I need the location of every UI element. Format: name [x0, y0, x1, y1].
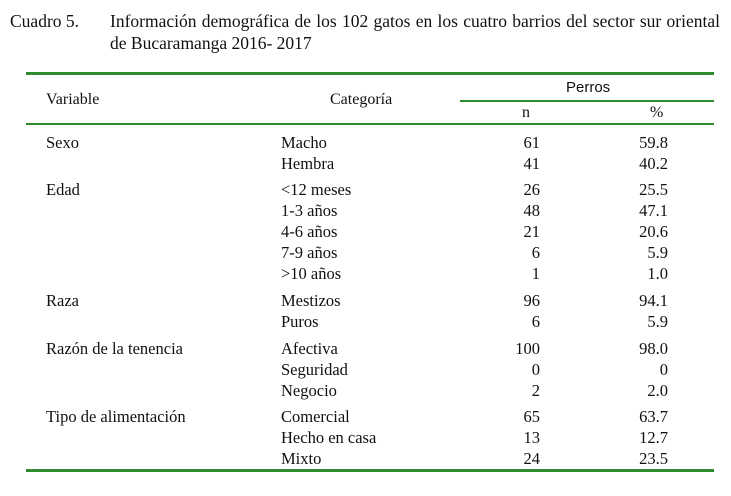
cell-n: 26 — [523, 180, 540, 199]
cell-percent: 12.7 — [639, 428, 668, 447]
cell-variable: Sexo — [46, 133, 79, 152]
cell-n: 96 — [523, 291, 540, 310]
header-perros: Perros — [566, 79, 611, 96]
cell-percent: 94.1 — [639, 291, 668, 310]
cell-categoria: Puros — [281, 312, 319, 331]
header-n: n — [522, 104, 530, 121]
table-row — [0, 381, 731, 402]
table-row — [0, 312, 731, 333]
cell-percent: 20.6 — [639, 222, 668, 241]
cell-categoria: Negocio — [281, 381, 337, 400]
cell-categoria: Mixto — [281, 449, 322, 468]
cell-categoria: Seguridad — [281, 360, 348, 379]
table-row — [0, 222, 731, 243]
cell-n: 48 — [523, 201, 540, 220]
table-row — [0, 360, 731, 381]
cell-percent: 25.5 — [639, 180, 668, 199]
cell-n: 0 — [531, 360, 540, 379]
cell-variable: Raza — [46, 291, 79, 310]
cell-categoria: 1-3 años — [281, 201, 338, 220]
cell-percent: 5.9 — [647, 312, 668, 331]
caption-label: Cuadro 5. — [10, 11, 80, 31]
cell-categoria: Afectiva — [281, 339, 338, 358]
table-row — [0, 407, 731, 428]
cell-n: 6 — [531, 312, 540, 331]
cell-percent: 40.2 — [639, 154, 668, 173]
cell-percent: 1.0 — [647, 264, 668, 283]
cell-n: 1 — [531, 264, 540, 283]
cell-n: 6 — [531, 243, 540, 262]
cell-n: 100 — [515, 339, 540, 358]
cell-n: 61 — [523, 133, 540, 152]
cell-categoria: 7-9 años — [281, 243, 338, 262]
table-row — [0, 201, 731, 222]
table-row — [0, 154, 731, 175]
cell-categoria: 4-6 años — [281, 222, 338, 241]
cell-n: 2 — [531, 381, 540, 400]
cell-categoria: >10 años — [281, 264, 342, 283]
header-percent: % — [650, 104, 664, 121]
table-row — [0, 264, 731, 285]
table-row — [0, 291, 731, 312]
cell-categoria: Hembra — [281, 154, 335, 173]
cell-variable: Razón de la tenencia — [46, 339, 183, 358]
table-row — [0, 133, 731, 154]
table-row — [0, 180, 731, 201]
cell-variable: Edad — [46, 180, 80, 199]
header-categoria: Categoría — [330, 91, 393, 108]
cell-n: 65 — [523, 407, 540, 426]
caption-text: Información demográfica de los 102 gatos en los cuatro barrios del sector sur oriental de Bucaramanga 2016- 2017 — [110, 11, 720, 53]
cell-n: 41 — [523, 154, 540, 173]
cell-categoria: Hecho en casa — [281, 428, 377, 447]
cell-variable: Tipo de alimentación — [46, 407, 186, 426]
table-row — [0, 339, 731, 360]
top-rule — [26, 72, 714, 75]
cell-percent: 2.0 — [647, 381, 668, 400]
cell-n: 13 — [523, 428, 540, 447]
header-variable: Variable — [46, 91, 100, 108]
cell-percent: 63.7 — [639, 407, 668, 426]
table-row — [0, 428, 731, 449]
cell-percent: 23.5 — [639, 449, 668, 468]
table-row — [0, 449, 731, 470]
table-row — [0, 243, 731, 264]
cell-percent: 5.9 — [647, 243, 668, 262]
header-rule — [26, 123, 714, 125]
cell-percent: 98.0 — [639, 339, 668, 358]
cell-categoria: Mestizos — [281, 291, 341, 310]
cell-percent: 47.1 — [639, 201, 668, 220]
cell-n: 24 — [523, 449, 540, 468]
cell-percent: 59.8 — [639, 133, 668, 152]
cell-percent: 0 — [659, 360, 668, 379]
cell-categoria: <12 meses — [281, 180, 352, 199]
cell-n: 21 — [523, 222, 540, 241]
group-underline — [460, 100, 714, 102]
cell-categoria: Comercial — [281, 407, 350, 426]
cell-categoria: Macho — [281, 133, 327, 152]
